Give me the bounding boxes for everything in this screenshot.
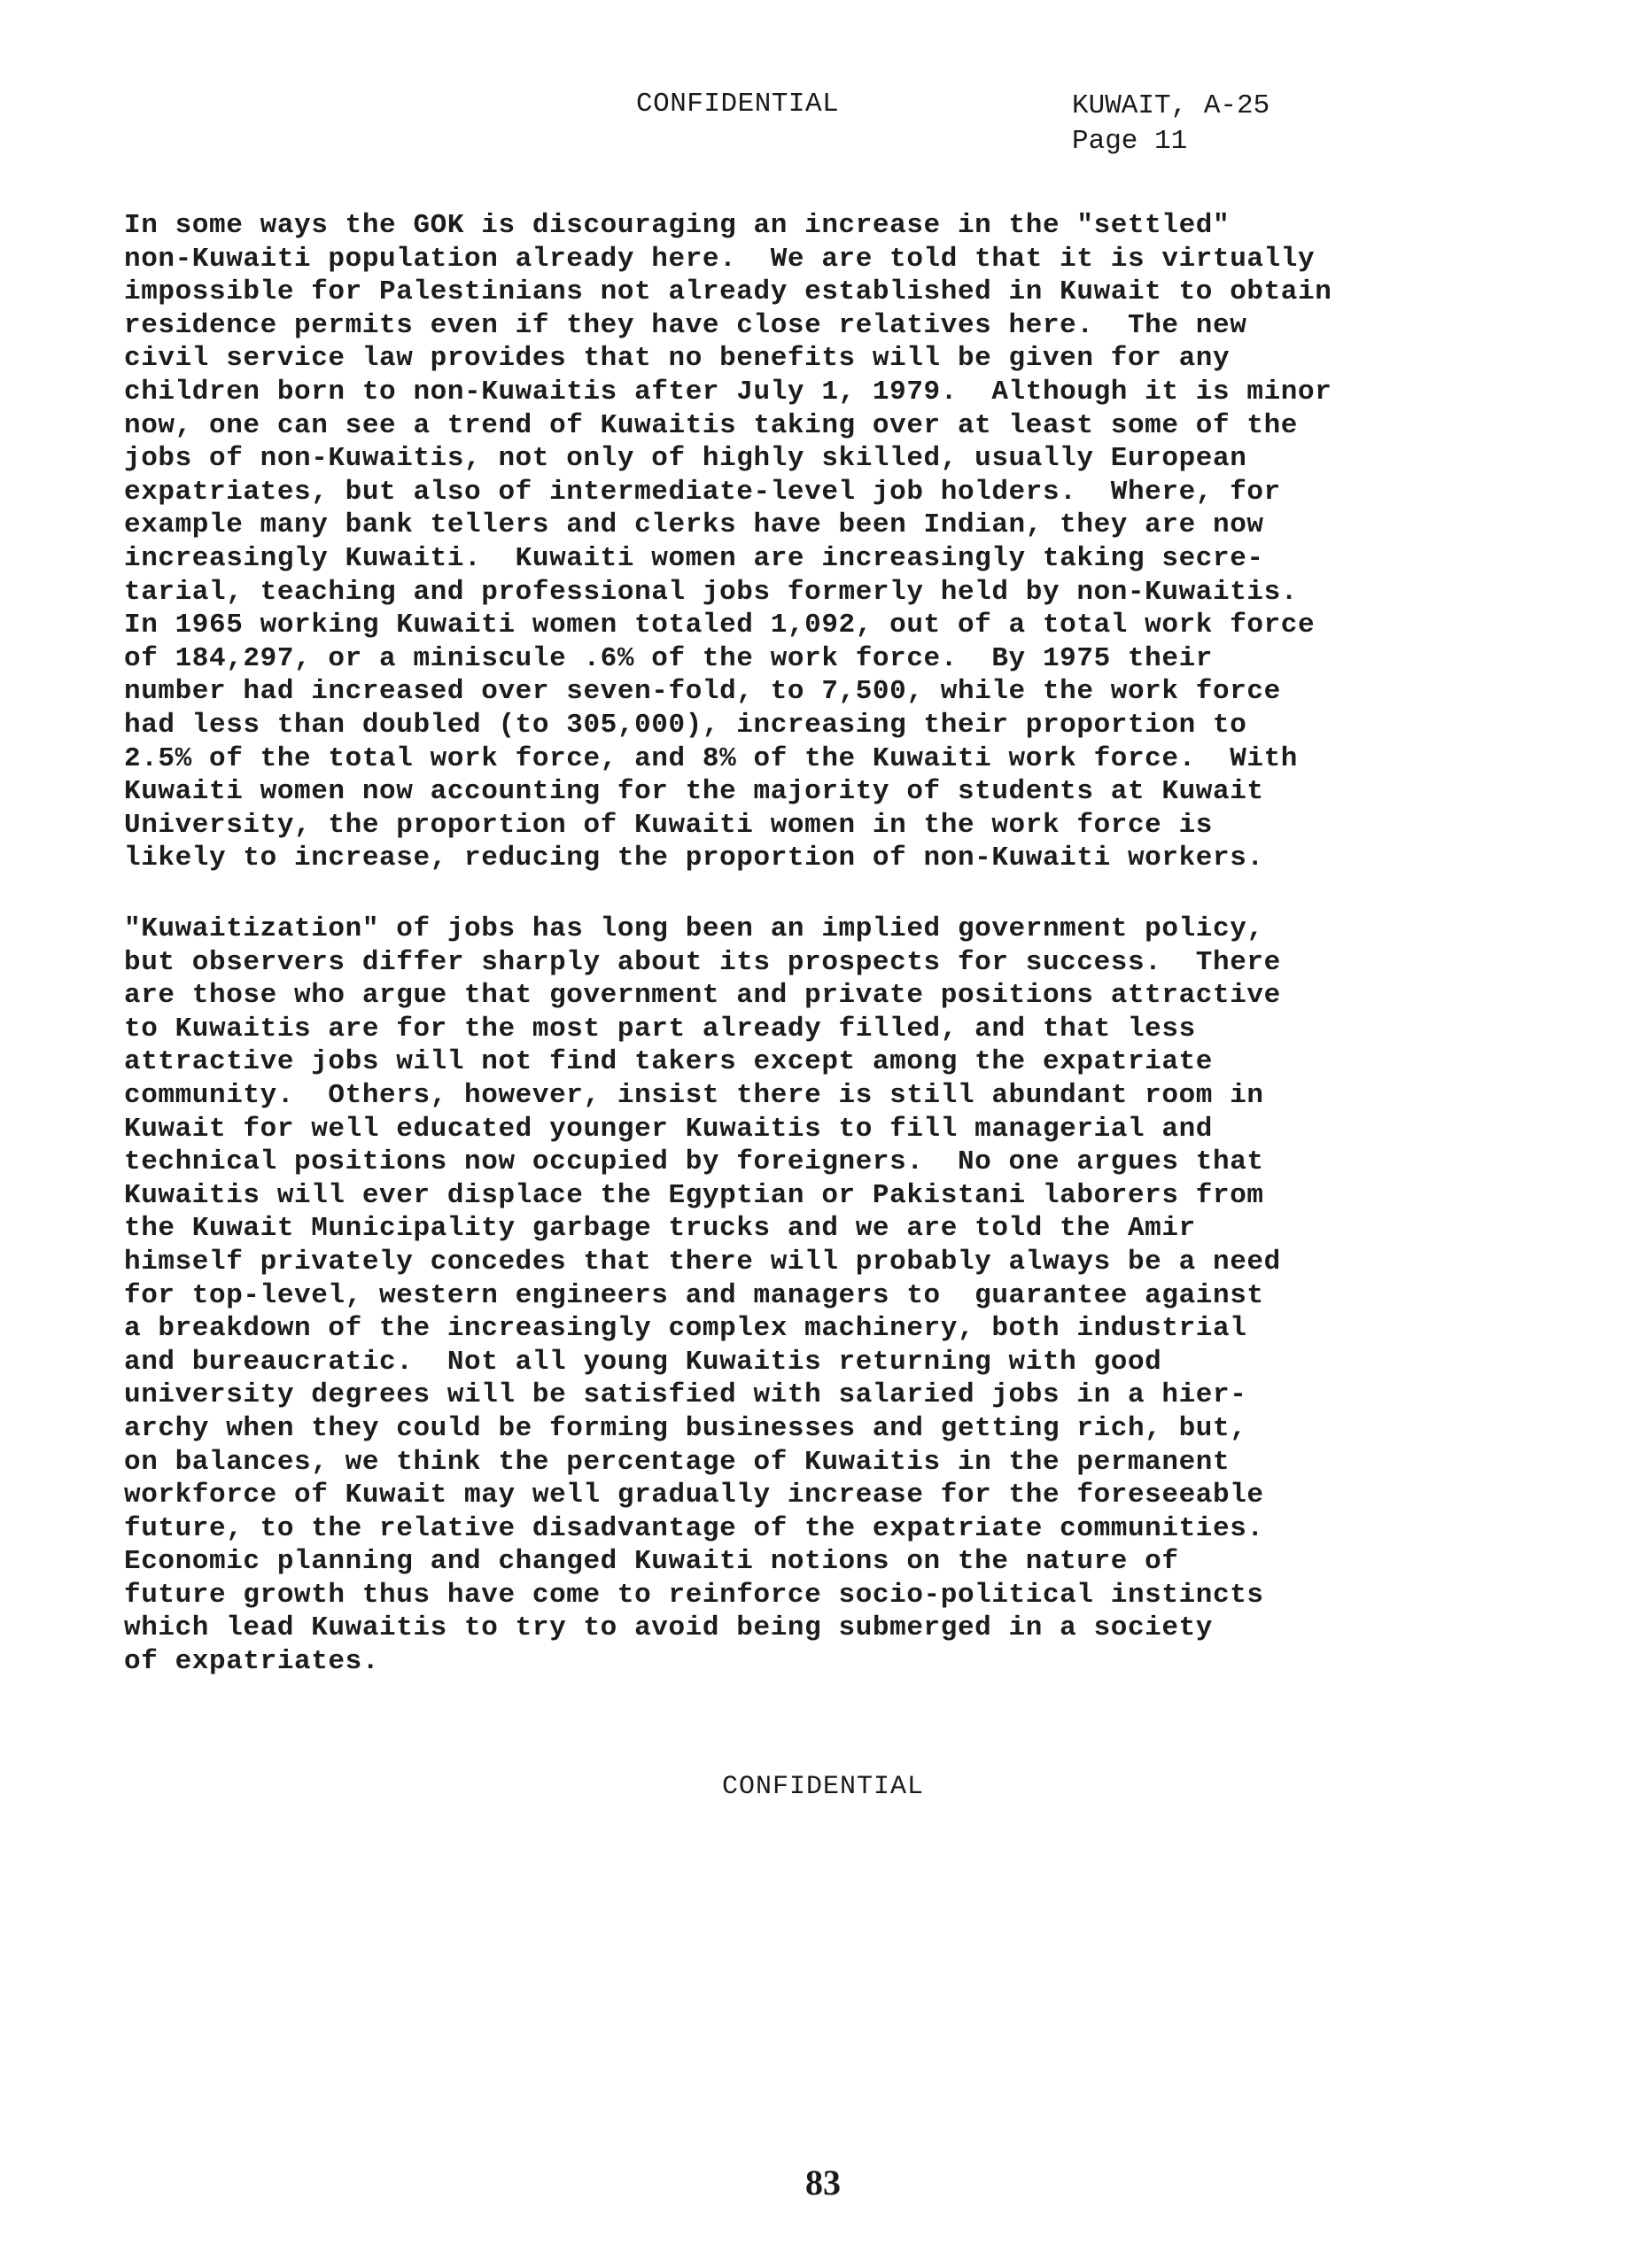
document-reference: KUWAIT, A-25 [1072, 90, 1270, 121]
text-line: to Kuwaitis are for the most part already filled, and that less [124, 1013, 1196, 1045]
text-line: workforce of Kuwait may well gradually increase for the foreseeable [124, 1480, 1264, 1511]
text-line: jobs of non-Kuwaitis, not only of highly skilled, usually European [124, 443, 1247, 475]
footer-classification: CONFIDENTIAL [721, 1772, 925, 1802]
text-line: civil service law provides that no benefits will be given for any [124, 343, 1231, 375]
text-line: children born to non-Kuwaitis after July 1, 1979. Although it is minor [124, 376, 1332, 408]
text-line: but observers differ sharply about its prospects for success. There [124, 946, 1281, 978]
text-line: example many bank tellers and clerks have been Indian, they are now [124, 509, 1264, 541]
paragraph-2 [124, 913, 1541, 1679]
text-line: community. Others, however, insist there is still abundant room in [124, 1079, 1264, 1111]
header-classification: CONFIDENTIAL [636, 89, 840, 120]
text-line: technical positions now occupied by foreigners. No one argues that [124, 1146, 1264, 1178]
text-line: had less than doubled (to 305,000), increasing their proportion to [124, 709, 1247, 741]
text-line: which lead Kuwaitis to try to avoid being submerged in a society [124, 1612, 1213, 1644]
paragraph-1 [124, 209, 1541, 875]
text-line: University, the proportion of Kuwaiti women in the work force is [124, 809, 1213, 841]
text-line: In some ways the GOK is discouraging an increase in the "settled" [124, 210, 1231, 241]
text-line: a breakdown of the increasingly complex machinery, both industrial [124, 1313, 1247, 1345]
text-line: attractive jobs will not find takers except among the expatriate [124, 1046, 1213, 1078]
text-line: "Kuwaitization" of jobs has long been an implied government policy, [124, 913, 1264, 944]
text-line: number had increased over seven-fold, to 7,500, while the work force [124, 676, 1281, 708]
text-line: future, to the relative disadvantage of the expatriate communities. [124, 1512, 1264, 1544]
text-line: 2.5% of the total work force, and 8% of the Kuwaiti work force. With [124, 742, 1299, 774]
text-line: for top-level, western engineers and managers to guarantee against [124, 1279, 1264, 1311]
text-line: future growth thus have come to reinforce socio-political instincts [124, 1579, 1264, 1611]
text-line: of expatriates. [124, 1646, 380, 1678]
text-line: Economic planning and changed Kuwaiti notions on the nature of [124, 1546, 1179, 1578]
text-line: the Kuwait Municipality garbage trucks and we are told the Amir [124, 1213, 1196, 1245]
text-line: likely to increase, reducing the proportion of non-Kuwaiti workers. [124, 843, 1264, 874]
text-line: expatriates, but also of intermediate-level job holders. Where, for [124, 476, 1281, 508]
text-line: impossible for Palestinians not already established in Kuwait to obtain [124, 276, 1332, 308]
text-line: non-Kuwaiti population already here. We are told that it is virtually [124, 243, 1316, 275]
text-line: and bureaucratic. Not all young Kuwaitis returning with good [124, 1346, 1162, 1378]
text-line: Kuwaitis will ever displace the Egyptian or Pakistani laborers from [124, 1179, 1264, 1211]
text-line: of 184,297, or a miniscule .6% of the work force. By 1975 their [124, 642, 1213, 674]
text-line: In 1965 working Kuwaiti women totaled 1,092, out of a total work force [124, 610, 1316, 641]
text-line: Kuwait for well educated younger Kuwaitis to fill managerial and [124, 1113, 1213, 1145]
text-line: residence permits even if they have close relatives here. The new [124, 309, 1247, 341]
text-line: Kuwaiti women now accounting for the majority of students at Kuwait [124, 776, 1264, 808]
text-line: university degrees will be satisfied with salaried jobs in a hier- [124, 1379, 1247, 1411]
header-reference-block [1072, 89, 1269, 159]
text-line: archy when they could be forming businesses and getting rich, but, [124, 1412, 1247, 1444]
text-line: now, one can see a trend of Kuwaitis taking over at least some of the [124, 409, 1299, 441]
page-label: Page 11 [1072, 126, 1188, 157]
text-line: on balances, we think the percentage of Kuwaitis in the permanent [124, 1446, 1231, 1478]
page-number: 83 [805, 2163, 841, 2202]
text-line: himself privately concedes that there will probably always be a need [124, 1246, 1281, 1278]
text-line: increasingly Kuwaiti. Kuwaiti women are increasingly taking secre- [124, 542, 1264, 574]
text-line: tarial, teaching and professional jobs formerly held by non-Kuwaitis. [124, 576, 1299, 608]
text-line: are those who argue that government and private positions attractive [124, 980, 1281, 1012]
